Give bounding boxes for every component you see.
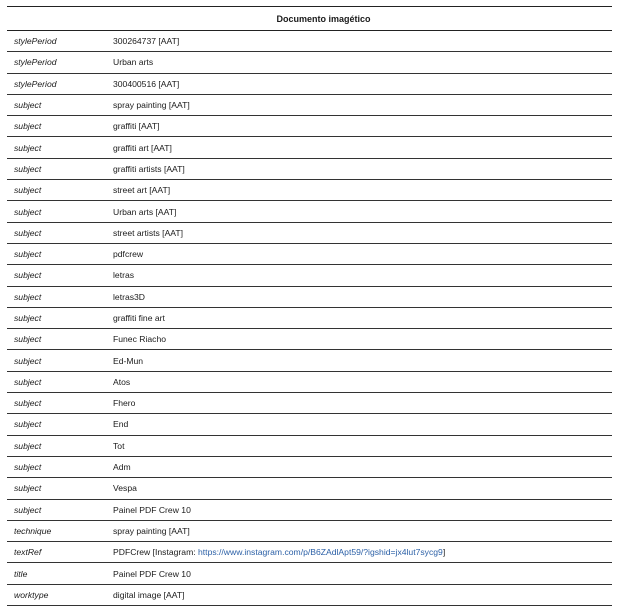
row-value: Urban arts bbox=[113, 57, 154, 68]
row-value: graffiti artists [AAT] bbox=[113, 163, 185, 174]
table-row bbox=[7, 350, 612, 371]
row-value: 300400516 [AAT] bbox=[113, 78, 180, 89]
row-key: subject bbox=[14, 142, 42, 153]
row-key: subject bbox=[14, 227, 42, 238]
table-row bbox=[7, 521, 612, 542]
table-row bbox=[7, 563, 612, 584]
row-key: technique bbox=[14, 525, 52, 536]
table-row bbox=[7, 585, 612, 606]
row-value: Urban arts [AAT] bbox=[113, 206, 177, 217]
row-value: street artists [AAT] bbox=[113, 227, 184, 238]
table-row bbox=[7, 180, 612, 201]
row-key: subject bbox=[14, 121, 42, 132]
table-row bbox=[7, 52, 612, 73]
row-key: subject bbox=[14, 419, 42, 430]
row-value: graffiti art [AAT] bbox=[113, 142, 172, 153]
row-value: digital image [AAT] bbox=[113, 589, 185, 600]
row-value: graffiti [AAT] bbox=[113, 121, 160, 132]
table-row bbox=[7, 308, 612, 329]
row-value: street art [AAT] bbox=[113, 185, 171, 196]
table-row bbox=[7, 372, 612, 393]
row-value: Vespa bbox=[113, 483, 137, 494]
row-value: Ed-Mun bbox=[113, 355, 144, 366]
row-key: subject bbox=[14, 483, 42, 494]
table-row bbox=[7, 31, 612, 52]
table-row bbox=[7, 95, 612, 116]
table-row bbox=[7, 265, 612, 286]
row-value: End bbox=[113, 419, 129, 430]
table-row bbox=[7, 500, 612, 521]
table-row bbox=[7, 201, 612, 222]
metadata-table bbox=[7, 6, 612, 606]
textref-suffix: ] bbox=[442, 547, 446, 558]
row-key: subject bbox=[14, 163, 42, 174]
row-key: subject bbox=[14, 206, 42, 217]
row-value: Painel PDF Crew 10 bbox=[113, 504, 191, 515]
row-key: subject bbox=[14, 334, 42, 345]
table-row bbox=[7, 542, 612, 563]
row-key: subject bbox=[14, 249, 42, 260]
row-key: title bbox=[14, 568, 28, 579]
row-key: subject bbox=[14, 355, 42, 366]
row-key: subject bbox=[14, 100, 42, 111]
table-row bbox=[7, 457, 612, 478]
table-row bbox=[7, 329, 612, 350]
row-key: subject bbox=[14, 185, 42, 196]
row-value bbox=[104, 547, 445, 557]
table-row bbox=[7, 287, 612, 308]
row-value: letras3D bbox=[113, 291, 145, 302]
row-value: pdfcrew bbox=[113, 249, 144, 260]
row-value: spray painting [AAT] bbox=[113, 100, 190, 111]
row-key: textRef bbox=[14, 547, 42, 558]
row-key: subject bbox=[14, 376, 42, 387]
table-row bbox=[7, 137, 612, 158]
row-key: worktype bbox=[14, 589, 49, 600]
row-key: subject bbox=[14, 504, 42, 515]
table-row bbox=[7, 244, 612, 265]
row-key: stylePeriod bbox=[14, 78, 57, 89]
row-key: subject bbox=[14, 398, 42, 409]
table-row bbox=[7, 159, 612, 180]
row-key: subject bbox=[14, 291, 42, 302]
row-key: subject bbox=[14, 270, 42, 281]
row-key: stylePeriod bbox=[14, 36, 57, 47]
row-key: subject bbox=[14, 440, 42, 451]
table-row bbox=[7, 393, 612, 414]
row-key: stylePeriod bbox=[14, 57, 57, 68]
table-row bbox=[7, 74, 612, 95]
row-value: Atos bbox=[113, 376, 131, 387]
table-row bbox=[7, 116, 612, 137]
row-value: Fhero bbox=[113, 398, 136, 409]
row-value: Tot bbox=[113, 440, 125, 451]
textref-prefix: PDFCrew [Instagram: bbox=[113, 547, 199, 558]
instagram-link[interactable]: https://www.instagram.com/p/B6ZAdlApt59/?igshid=jx4lut7sycg9 bbox=[198, 547, 443, 558]
table-row bbox=[7, 478, 612, 499]
row-value: letras bbox=[113, 270, 135, 281]
row-key: subject bbox=[14, 313, 42, 323]
row-value: Painel PDF Crew 10 bbox=[113, 568, 191, 579]
table-header: Documento imagético bbox=[7, 7, 612, 31]
row-key: subject bbox=[14, 462, 42, 473]
row-value: Funec Riacho bbox=[113, 334, 167, 345]
table-row bbox=[7, 436, 612, 457]
table-row bbox=[7, 414, 612, 435]
row-value: 300264737 [AAT] bbox=[113, 36, 180, 47]
row-value: Adm bbox=[113, 462, 131, 473]
table-row bbox=[7, 223, 612, 244]
row-value: spray painting [AAT] bbox=[113, 525, 190, 536]
row-value: graffiti fine art bbox=[113, 313, 165, 323]
